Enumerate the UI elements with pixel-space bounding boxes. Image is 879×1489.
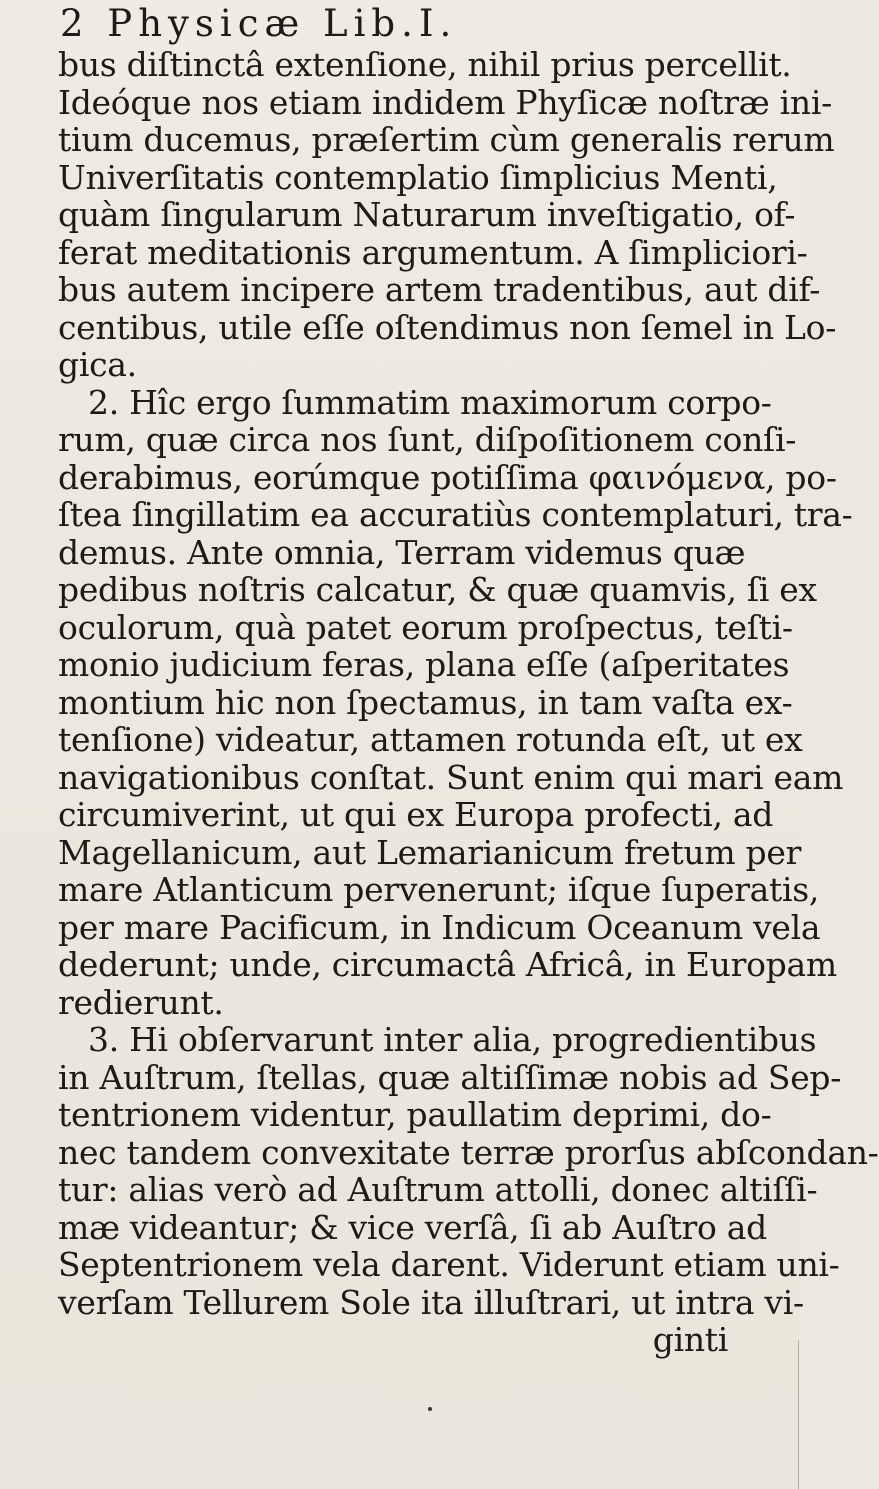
catchword: ginti <box>652 1320 728 1359</box>
text-line: gica. <box>58 345 137 384</box>
text-line: pedibus noſtris calcatur, & quæ quamvis, ſi ex <box>58 570 817 609</box>
text-line: navigationibus conſtat. Sunt enim qui mari eam <box>58 757 844 797</box>
text-line: in Auſtrum, ſtellas, quæ altiſſimæ nobis ad Sep- <box>58 1057 842 1097</box>
text-line: redierunt. <box>58 982 224 1022</box>
ink-speck <box>428 1407 432 1411</box>
paragraph-3-start: 3. Hi obſervarunt inter alia, progredientibus <box>88 1020 817 1059</box>
text-line: centibus, utile eſſe oſtendimus non ſemel in Lo- <box>58 307 837 347</box>
text-line: oculorum, quà patet eorum proſpectus, teſti- <box>58 607 793 647</box>
text-line: Magellanicum, aut Lemarianicum fretum per <box>58 832 802 872</box>
text-line: mæ videantur; & vice verſâ, ſi ab Auſtro ad <box>58 1207 767 1247</box>
text-line: ſtea ſingillatim ea accuratiùs contemplaturi, tra- <box>58 495 853 534</box>
text-line: quàm ſingularum Naturarum inveſtigatio, of- <box>58 195 796 234</box>
text-line: derabimus, eorúmque potiſſima φαινόμενα, po- <box>58 457 837 497</box>
text-line: Univerſitatis contemplatio ſimplicius Menti, <box>58 157 778 197</box>
text-line: verſam Tellurem Sole ita illuſtrari, ut intra vi- <box>58 1282 804 1322</box>
text-line: ferat meditationis argumentum. A ſimpliciori- <box>58 232 808 272</box>
text-line: demus. Ante omnia, Terram videmus quæ <box>58 532 746 572</box>
text-line: rum, quæ circa nos ſunt, diſpoſitionem conſi- <box>58 420 797 459</box>
text-line: tentrionem videntur, paullatim deprimi, do- <box>58 1095 772 1134</box>
text-line: dederunt; unde, circumactâ Africâ, in Europam <box>58 945 837 984</box>
text-line: bus autem incipere artem tradentibus, aut dif- <box>58 270 821 309</box>
text-line: nec tandem convexitate terræ prorſus abſcondan- <box>58 1132 879 1172</box>
text-line: montium hic non ſpectamus, in tam vaſta ex- <box>58 682 793 722</box>
body-text <box>58 45 879 1359</box>
text-line: mare Atlanticum pervenerunt; iſque ſuperatis, <box>58 870 820 909</box>
text-line: bus diſtinctâ extenſione, nihil prius percellit. <box>58 45 792 84</box>
text-line: Septentrionem vela darent. Viderunt etiam uni- <box>58 1245 840 1284</box>
text-line: tur: alias verò ad Auſtrum attolli, donec altiſſi- <box>58 1170 818 1209</box>
text-line: tium ducemus, præſertim cùm generalis rerum <box>58 120 835 159</box>
text-line: Ideóque nos etiam indidem Phyſicæ noſtræ ini- <box>58 82 832 122</box>
text-line: circumiverint, ut qui ex Europa profecti, ad <box>58 795 774 834</box>
page-edge-rule <box>798 1340 799 1489</box>
text-line: tenſione) videatur, attamen rotunda eſt, ut ex <box>58 720 803 759</box>
text-line: monio judicium feras, plana eſſe (aſperitates <box>58 645 790 684</box>
paragraph-2-start: 2. Hîc ergo ſummatim maximorum corpo- <box>88 382 772 422</box>
running-header: 2 Physicæ Lib.I. <box>60 2 458 45</box>
text-line: per mare Pacificum, in Indicum Oceanum vela <box>58 907 821 947</box>
